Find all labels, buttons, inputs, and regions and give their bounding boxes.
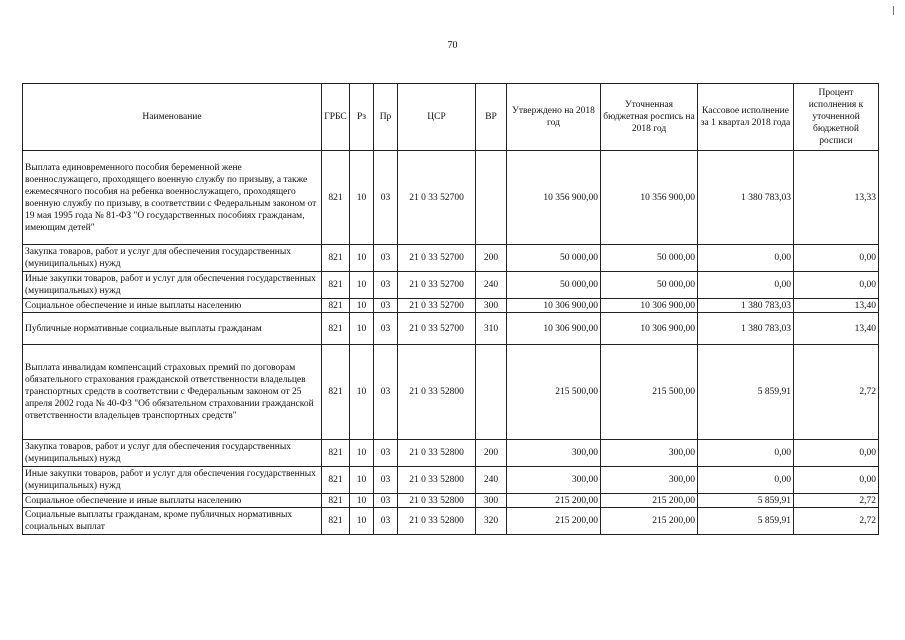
- table-row: [23, 345, 879, 440]
- cell-name: Иные закупки товаров, работ и услуг для обеспечения государственных (муниципальных) нужд: [23, 272, 322, 299]
- cell-csr: 21 0 33 52800: [398, 494, 476, 508]
- cell-refined: 300,00: [601, 467, 698, 494]
- cell-pr: 03: [374, 313, 398, 345]
- cell-csr: 21 0 33 52800: [398, 508, 476, 535]
- cell-cash: 0,00: [698, 440, 794, 467]
- table-row: [23, 508, 879, 535]
- cell-percent: 2,72: [794, 508, 879, 535]
- cell-pr: 03: [374, 345, 398, 440]
- header-vr: ВР: [476, 84, 507, 151]
- page-edge-mark: [893, 6, 894, 15]
- cell-grbs: 821: [322, 313, 350, 345]
- cell-percent: 0,00: [794, 245, 879, 272]
- cell-pr: 03: [374, 299, 398, 313]
- table-row: [23, 299, 879, 313]
- table-header-row: [23, 84, 879, 151]
- cell-pr: 03: [374, 467, 398, 494]
- cell-rz: 10: [350, 508, 374, 535]
- cell-name: Публичные нормативные социальные выплаты гражданам: [23, 313, 322, 345]
- cell-csr: 21 0 33 52700: [398, 151, 476, 245]
- table-row: [23, 245, 879, 272]
- cell-pr: 03: [374, 508, 398, 535]
- cell-grbs: 821: [322, 151, 350, 245]
- budget-execution-table: [22, 83, 879, 535]
- table-row: [23, 313, 879, 345]
- table-row: [23, 151, 879, 245]
- cell-name: Закупка товаров, работ и услуг для обеспечения государственных (муниципальных) нужд: [23, 440, 322, 467]
- cell-approved: 215 200,00: [507, 508, 601, 535]
- table-row: [23, 440, 879, 467]
- cell-name: Закупка товаров, работ и услуг для обеспечения государственных (муниципальных) нужд: [23, 245, 322, 272]
- cell-csr: 21 0 33 52800: [398, 467, 476, 494]
- cell-vr: [476, 345, 507, 440]
- cell-refined: 50 000,00: [601, 245, 698, 272]
- cell-rz: 10: [350, 151, 374, 245]
- cell-rz: 10: [350, 272, 374, 299]
- cell-pr: 03: [374, 272, 398, 299]
- cell-percent: 0,00: [794, 467, 879, 494]
- cell-approved: 215 500,00: [507, 345, 601, 440]
- cell-approved: 215 200,00: [507, 494, 601, 508]
- cell-refined: 215 200,00: [601, 494, 698, 508]
- cell-vr: [476, 151, 507, 245]
- cell-rz: 10: [350, 494, 374, 508]
- cell-approved: 10 306 900,00: [507, 313, 601, 345]
- cell-approved: 10 356 900,00: [507, 151, 601, 245]
- cell-rz: 10: [350, 467, 374, 494]
- cell-percent: 0,00: [794, 440, 879, 467]
- cell-csr: 21 0 33 52800: [398, 440, 476, 467]
- cell-rz: 10: [350, 313, 374, 345]
- cell-vr: 310: [476, 313, 507, 345]
- cell-approved: 50 000,00: [507, 272, 601, 299]
- cell-cash: 0,00: [698, 272, 794, 299]
- table-row: [23, 494, 879, 508]
- cell-vr: 240: [476, 467, 507, 494]
- cell-percent: 13,33: [794, 151, 879, 245]
- table-row: [23, 467, 879, 494]
- cell-refined: 215 500,00: [601, 345, 698, 440]
- cell-name: Социальное обеспечение и иные выплаты населению: [23, 494, 322, 508]
- cell-cash: 5 859,91: [698, 494, 794, 508]
- cell-cash: 1 380 783,03: [698, 313, 794, 345]
- cell-pr: 03: [374, 494, 398, 508]
- cell-grbs: 821: [322, 299, 350, 313]
- cell-percent: 2,72: [794, 494, 879, 508]
- cell-approved: 50 000,00: [507, 245, 601, 272]
- header-pr: Пр: [374, 84, 398, 151]
- cell-cash: 0,00: [698, 467, 794, 494]
- cell-percent: 2,72: [794, 345, 879, 440]
- cell-refined: 10 306 900,00: [601, 313, 698, 345]
- cell-csr: 21 0 33 52700: [398, 245, 476, 272]
- header-csr: ЦСР: [398, 84, 476, 151]
- cell-rz: 10: [350, 245, 374, 272]
- cell-rz: 10: [350, 440, 374, 467]
- cell-vr: 320: [476, 508, 507, 535]
- cell-approved: 10 306 900,00: [507, 299, 601, 313]
- cell-grbs: 821: [322, 508, 350, 535]
- header-grbs: ГРБС: [322, 84, 350, 151]
- cell-refined: 10 306 900,00: [601, 299, 698, 313]
- cell-name: Иные закупки товаров, работ и услуг для обеспечения государственных (муниципальных) нужд: [23, 467, 322, 494]
- cell-pr: 03: [374, 151, 398, 245]
- cell-vr: 300: [476, 299, 507, 313]
- cell-csr: 21 0 33 52700: [398, 299, 476, 313]
- cell-vr: 200: [476, 440, 507, 467]
- cell-approved: 300,00: [507, 440, 601, 467]
- header-rz: Рз: [350, 84, 374, 151]
- cell-name: Социальное обеспечение и иные выплаты населению: [23, 299, 322, 313]
- cell-csr: 21 0 33 52700: [398, 272, 476, 299]
- cell-rz: 10: [350, 299, 374, 313]
- page-number: 70: [447, 40, 458, 51]
- cell-cash: 5 859,91: [698, 345, 794, 440]
- cell-grbs: 821: [322, 345, 350, 440]
- cell-grbs: 821: [322, 245, 350, 272]
- cell-approved: 300,00: [507, 467, 601, 494]
- cell-cash: 0,00: [698, 245, 794, 272]
- cell-name: Выплата единовременного пособия беременной жене военнослужащего, проходящего военную службу по призыву, а также ежемесячного пособия на ребенка военнослужащего, проходящего военную службу по призыву, в соответствии с Федеральным законом от 19 мая 1995 года № 81-ФЗ "О государственных пособиях гражданам, имеющим детей": [23, 151, 322, 245]
- cell-grbs: 821: [322, 494, 350, 508]
- cell-refined: 50 000,00: [601, 272, 698, 299]
- cell-vr: 300: [476, 494, 507, 508]
- header-percent: Процент исполнения к уточненной бюджетной росписи: [794, 84, 879, 151]
- cell-cash: 5 859,91: [698, 508, 794, 535]
- cell-percent: 13,40: [794, 313, 879, 345]
- cell-refined: 10 356 900,00: [601, 151, 698, 245]
- header-cash: Кассовое исполнение за 1 квартал 2018 года: [698, 84, 794, 151]
- cell-percent: 13,40: [794, 299, 879, 313]
- cell-pr: 03: [374, 245, 398, 272]
- cell-csr: 21 0 33 52800: [398, 345, 476, 440]
- header-name: Наименование: [23, 84, 322, 151]
- cell-cash: 1 380 783,03: [698, 299, 794, 313]
- header-approved: Утверждено на 2018 год: [507, 84, 601, 151]
- cell-csr: 21 0 33 52700: [398, 313, 476, 345]
- cell-vr: 240: [476, 272, 507, 299]
- cell-pr: 03: [374, 440, 398, 467]
- cell-grbs: 821: [322, 440, 350, 467]
- cell-rz: 10: [350, 345, 374, 440]
- cell-grbs: 821: [322, 467, 350, 494]
- cell-vr: 200: [476, 245, 507, 272]
- cell-refined: 300,00: [601, 440, 698, 467]
- cell-cash: 1 380 783,03: [698, 151, 794, 245]
- cell-grbs: 821: [322, 272, 350, 299]
- cell-name: Выплата инвалидам компенсаций страховых премий по договорам обязательного страхования гражданской ответственности владельцев транспортных средств в соответствии с Федеральным законом от 25 апреля 2002 года № 40-ФЗ "Об обязательном страховании гражданской ответственности владельцев транспортных средств": [23, 345, 322, 440]
- table-row: [23, 272, 879, 299]
- cell-percent: 0,00: [794, 272, 879, 299]
- cell-refined: 215 200,00: [601, 508, 698, 535]
- header-refined: Уточненная бюджетная роспись на 2018 год: [601, 84, 698, 151]
- cell-name: Социальные выплаты гражданам, кроме публичных нормативных социальных выплат: [23, 508, 322, 535]
